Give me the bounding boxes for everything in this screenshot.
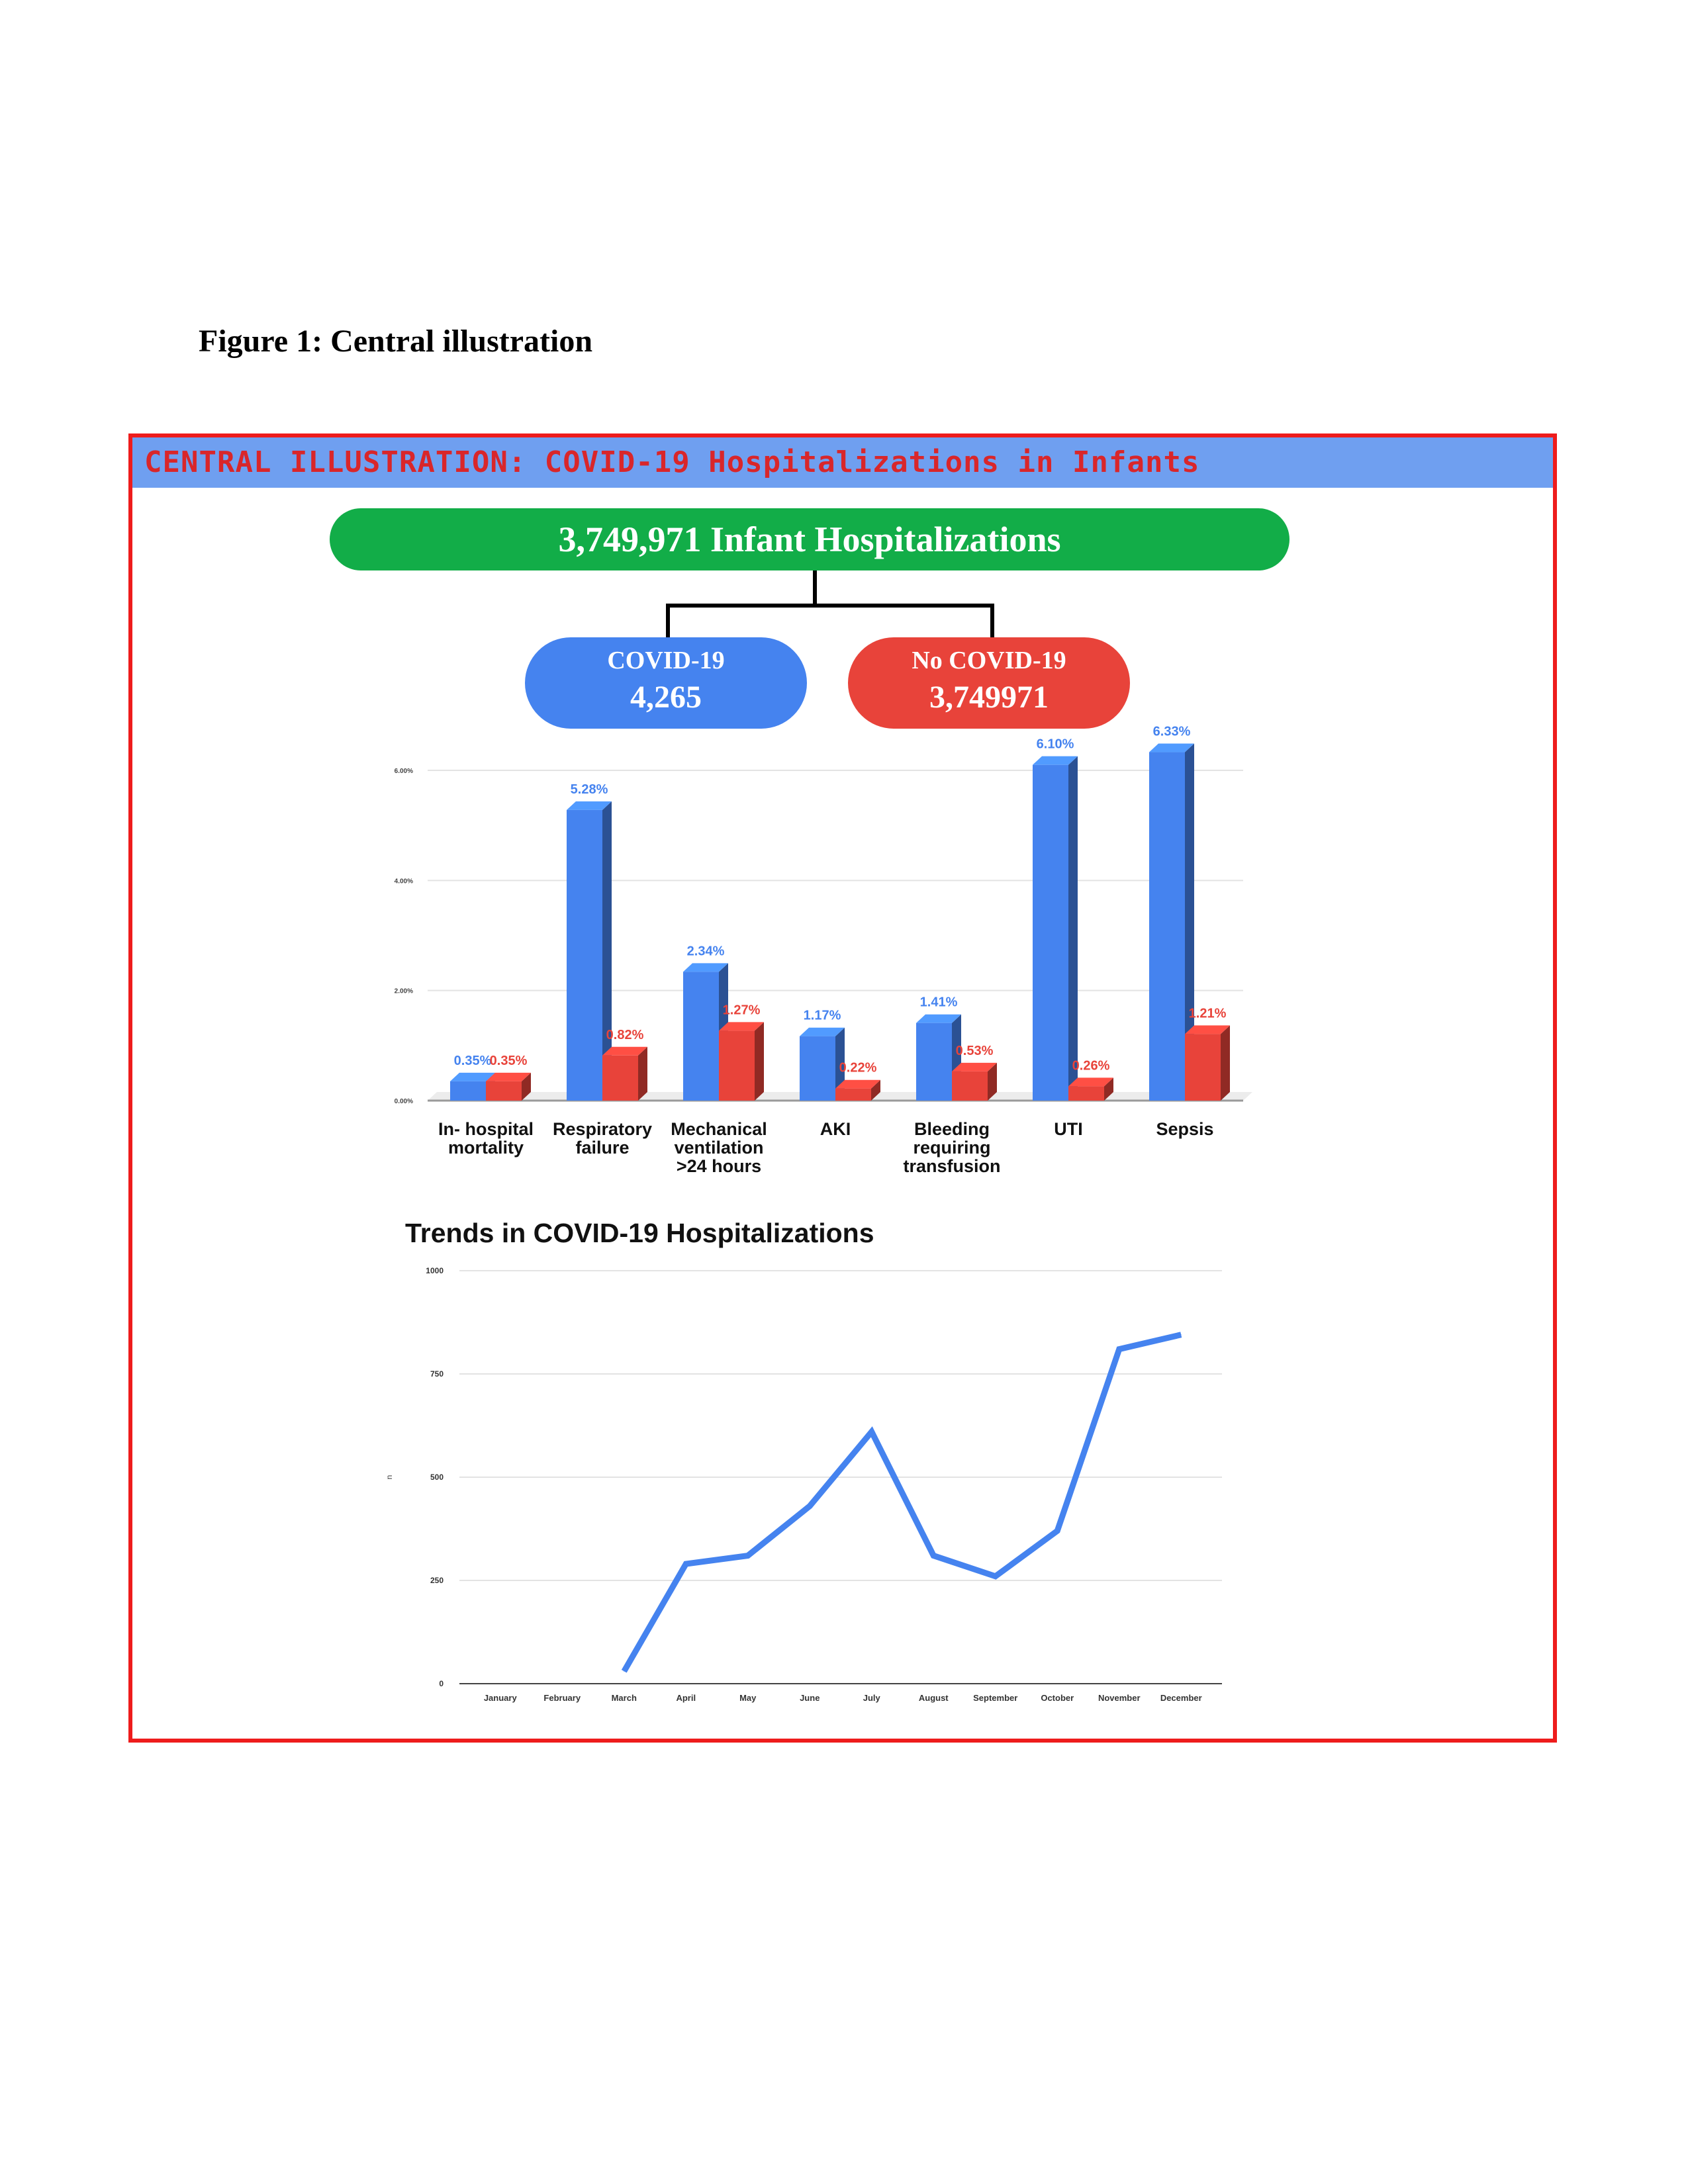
line-y-axis-label: n <box>385 1475 394 1480</box>
bar-category-label: Mechanical <box>671 1119 767 1139</box>
trend-data-point <box>747 1555 748 1556</box>
bar-y-tick-label: 4.00% <box>394 878 413 886</box>
line-x-tick-label: August <box>918 1693 949 1703</box>
covid-bar-value-label: 1.17% <box>803 1008 841 1023</box>
line-y-tick-label: 1000 <box>426 1266 444 1275</box>
bar-y-tick-label: 6.00% <box>394 768 413 775</box>
line-x-tick-label: May <box>739 1693 757 1703</box>
covid-bar-value-label: 0.35% <box>453 1053 492 1068</box>
no-covid-bar-value-label: 0.53% <box>955 1043 994 1058</box>
line-x-tick-label: March <box>611 1693 637 1703</box>
no-covid-group-label: No COVID-19 <box>912 647 1066 674</box>
trend-data-point <box>1181 1334 1182 1335</box>
line-x-tick-label: July <box>863 1693 880 1703</box>
covid-group-count: 4,265 <box>630 680 702 715</box>
line-x-tick-label: October <box>1041 1693 1074 1703</box>
no-covid-bar-value-label: 0.82% <box>606 1027 644 1042</box>
bar-category-label: AKI <box>820 1119 851 1139</box>
line-y-tick-label: 0 <box>439 1679 444 1688</box>
line-x-tick-label: November <box>1098 1693 1141 1703</box>
hospitalizations-trend-line <box>624 1335 1182 1672</box>
line-y-tick-label: 500 <box>430 1473 444 1482</box>
bar-category-label: failure <box>575 1138 630 1158</box>
bar-y-tick-label: 0.00% <box>394 1098 413 1105</box>
line-x-tick-label: February <box>543 1693 581 1703</box>
covid-bar-value-label: 5.28% <box>570 782 608 797</box>
banner-title: CENTRAL ILLUSTRATION: COVID-19 Hospitalizations in Infants <box>144 445 1200 479</box>
line-chart-title: Trends in COVID-19 Hospitalizations <box>405 1218 874 1248</box>
bar-category-label: mortality <box>447 1138 524 1158</box>
no-covid-group-count: 3,749971 <box>929 680 1049 715</box>
bar-category-label: ventilation <box>674 1138 764 1158</box>
no-covid-bar-value-label: 0.22% <box>839 1060 877 1075</box>
bar-category-label: Sepsis <box>1156 1119 1214 1139</box>
bar-category-label: requiring <box>913 1138 991 1158</box>
covid-bar-value-label: 6.33% <box>1152 724 1191 739</box>
central-illustration <box>128 433 1557 1743</box>
covid-group-label: COVID-19 <box>607 647 725 674</box>
no-covid-bar-value-label: 0.35% <box>489 1053 528 1068</box>
line-x-tick-label: September <box>973 1693 1018 1703</box>
bar-category-label: UTI <box>1054 1119 1083 1139</box>
covid-bar-value-label: 6.10% <box>1036 737 1074 752</box>
trends-line-chart <box>132 437 1561 1747</box>
bar-y-tick-label: 2.00% <box>394 987 413 995</box>
bar-category-label: Respiratory <box>552 1119 653 1139</box>
line-y-tick-label: 750 <box>430 1369 444 1379</box>
no-covid-bar-value-label: 0.26% <box>1072 1058 1110 1073</box>
line-y-tick-label: 250 <box>430 1576 444 1585</box>
covid-bar-value-label: 1.41% <box>919 995 958 1010</box>
line-x-tick-label: April <box>676 1693 696 1703</box>
covid-bar-value-label: 2.34% <box>686 944 725 959</box>
no-covid-bar-value-label: 1.27% <box>722 1003 761 1018</box>
figure-caption: Figure 1: Central illustration <box>199 324 593 359</box>
bar-category-label: >24 hours <box>676 1156 762 1176</box>
trend-data-point <box>933 1555 934 1556</box>
total-hospitalizations-pill: 3,749,971 Infant Hospitalizations <box>330 508 1289 570</box>
bar-category-label: In- hospital <box>438 1119 534 1139</box>
line-x-tick-label: June <box>800 1693 820 1703</box>
bar-category-label: Bleeding <box>914 1119 990 1139</box>
line-x-tick-label: December <box>1160 1693 1202 1703</box>
line-x-tick-label: January <box>483 1693 517 1703</box>
no-covid-bar-value-label: 1.21% <box>1188 1006 1227 1021</box>
bar-category-label: transfusion <box>903 1156 1001 1176</box>
